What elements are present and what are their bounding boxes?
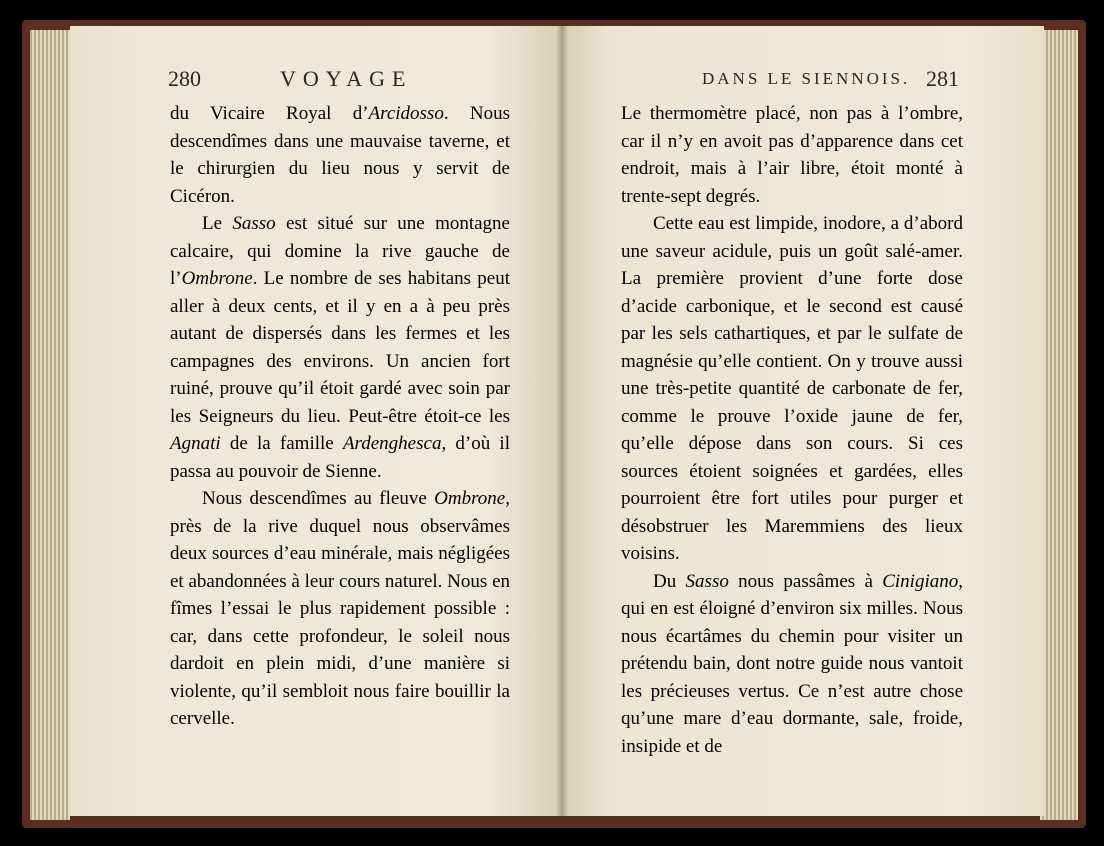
left-page-number: 280 (168, 66, 201, 91)
text-run: nous passâmes à (728, 570, 883, 592)
right-paragraph-2 (621, 210, 963, 568)
text-run: de la famille (220, 433, 343, 454)
right-page-header (682, 66, 964, 96)
right-page-edges (1040, 30, 1078, 820)
text-run: , d’où il passa au pouvoir de Sienne. (170, 433, 510, 482)
text-run: Du (653, 570, 686, 592)
text-run: du Vicaire Royal d’ (170, 103, 369, 124)
italic-term: Ombrone (434, 488, 506, 509)
italic-term: Cinigiano (882, 570, 959, 592)
left-running-title: VOYAGE (280, 66, 413, 91)
italic-term: Sasso (232, 213, 276, 234)
book-gutter (556, 26, 568, 816)
text-run: , qui en est éloigné d’environ six milles. Nous nous écartâmes du chemin pour visiter un prétendu bain, dont notre guide nous vantoit les précieuses vertus. Ce n’est autre chose qu’une mare d’eau dormante, sale, froide, insipide et de (621, 570, 963, 757)
italic-term: Sasso (685, 570, 729, 592)
text-run: Nous descendîmes au fleuve (202, 488, 435, 509)
right-running-title: DANS LE SIENNOIS. (702, 69, 911, 88)
italic-term: Ombrone (181, 268, 253, 289)
text-run: Le thermomètre placé, non pas à l’ombre, car il n’y en avoit pas d’apparence dans cet endroit, mais à l’air libre, étoit monté à trente-sept degrés. (621, 103, 963, 207)
text-run: . Le nombre de ses habitans peut aller à deux cents, et il y en a à peu près autant de dispersés dans les fermes et les campagnes des environs. Un ancien fort ruiné, prouve qu’il étoit gardé avec soin par les Seigneurs du lieu. Peut-être étoit-ce les (170, 268, 510, 427)
left-page-edges (30, 30, 70, 820)
right-page-number: 281 (926, 66, 959, 91)
text-run: . Nous descendîmes dans une mauvaise taverne, et le chirurgien du lieu nous y servit de Cicéron. (170, 103, 510, 207)
text-run: Cette eau est limpide, inodore, a d’abord une saveur acidule, puis un goût salé-amer. La première provient d’une forte dose d’acide carbonique, et le second est causé par les sels cathartiques, et par le sulfate de magnésie qu’elle contient. On y trouve aussi une très-petite quantité de carbonate de fer, comme le prouve l’oxide jaune de fer, qu’elle dépose dans son cours. Si ces sources étoient soignées et gardées, elles pourroient être fort utiles pour purger et désobstruer les Maremmiens des lieux voisins. (621, 213, 963, 564)
italic-term: Agnati (170, 433, 221, 454)
left-paragraph-2 (170, 210, 510, 485)
italic-term: Ardenghesca (342, 433, 442, 454)
text-run: Le (202, 213, 233, 234)
left-page-text (170, 100, 510, 733)
right-paragraph-3 (621, 568, 963, 761)
left-paragraph-3 (170, 485, 510, 733)
text-run: est situé sur une montagne calcaire, qui domine la rive gauche de l’ (170, 213, 510, 289)
text-run: , près de la rive duquel nous observâmes deux sources d’eau minérale, mais négligées et abandonnées à leur cours naturel. Nous en fîmes l’essai le plus rapidement possible : car, dans cette profondeur, le soleil nous dardoit en plein midi, d’une manière si violente, qu’il sembloit nous faire bouillir la cervelle. (170, 488, 510, 729)
right-paragraph-1 (621, 100, 963, 210)
left-paragraph-1 (170, 100, 510, 210)
italic-term: Arcidosso (368, 103, 444, 124)
left-page-header (168, 66, 438, 96)
right-page-text (621, 100, 963, 760)
